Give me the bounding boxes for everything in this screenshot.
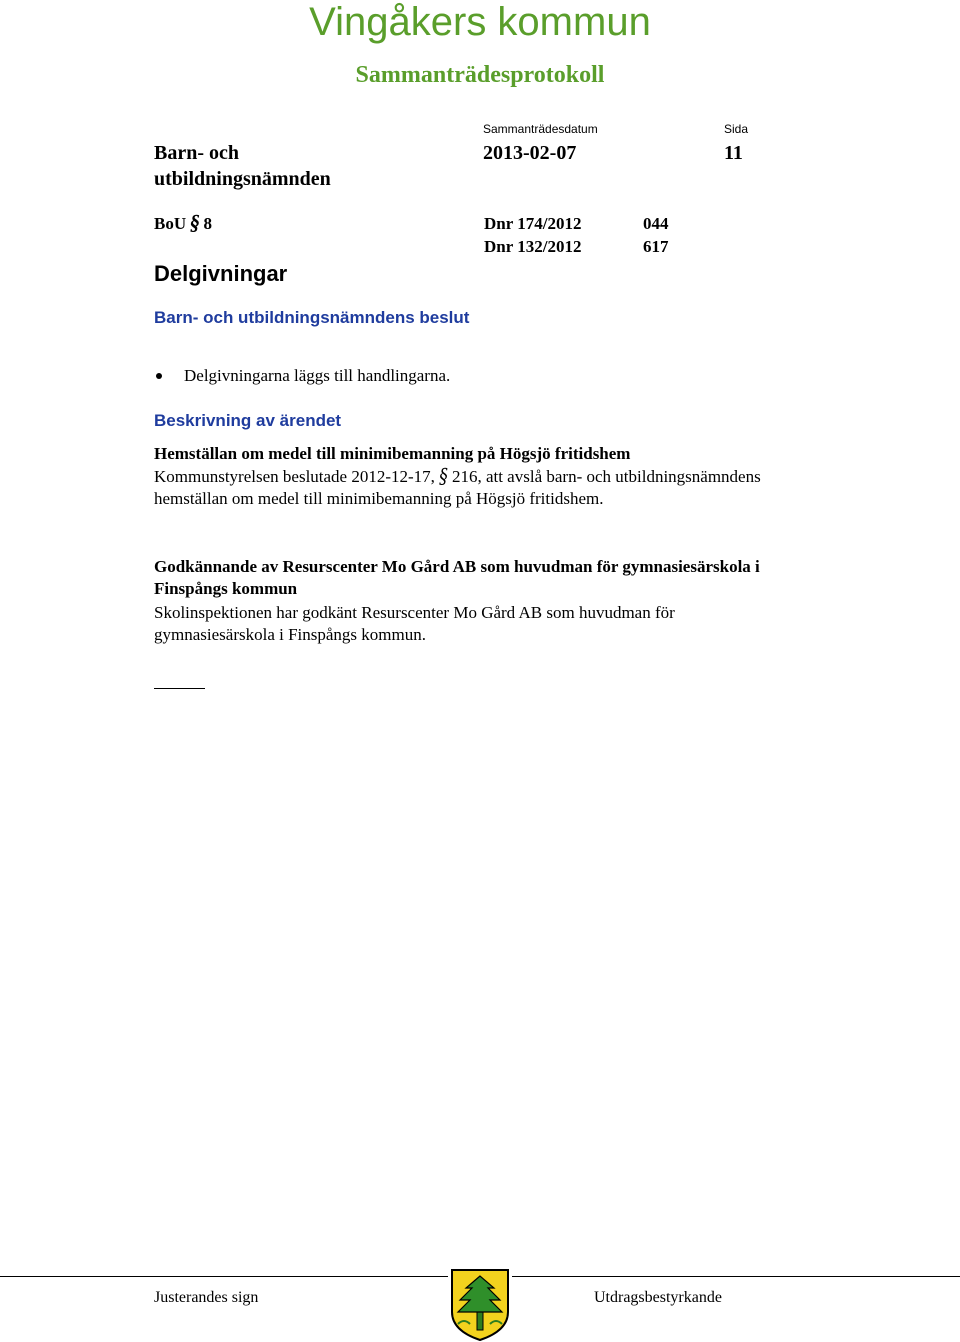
dnr-code-1: 044 <box>643 214 669 233</box>
document-type: Sammanträdesprotokoll <box>355 62 605 88</box>
signature-label: Justerandes sign <box>154 1289 259 1306</box>
section-sign: § <box>190 212 200 236</box>
page-label: Sida <box>724 122 749 136</box>
committee-name <box>154 140 454 192</box>
decision-heading: Barn- och utbildningsnämndens beslut <box>154 308 470 327</box>
dnr-label-2: Dnr 132/2012 <box>484 237 582 256</box>
item-1-section-sign: § <box>439 465 448 489</box>
dnr-label-1: Dnr 174/2012 <box>484 214 582 233</box>
case-title: Delgivningar <box>154 261 288 286</box>
item-1-text-after: 216, att avslå barn- och utbildningsnämndens hemställan om medel till minimibemanning på Högsjö fritidshem. <box>154 467 761 508</box>
item-1-title: Hemställan om medel till minimibemanning på Högsjö fritidshem <box>154 444 631 463</box>
end-marker-line <box>154 688 205 689</box>
meeting-date-label: Sammanträdesdatum <box>483 122 598 136</box>
committee-name-line1: Barn- och <box>154 142 239 164</box>
item-2-text: Skolinspektionen har godkänt Resurscenter Mo Gård AB som huvudman för gymnasiesärskola i Finspångs kommun. <box>154 603 675 644</box>
coat-of-arms-icon <box>448 1266 512 1342</box>
dnr-code-2: 617 <box>643 237 669 256</box>
section-prefix: BoU <box>154 214 187 233</box>
decision-item: Delgivningarna läggs till handlingarna. <box>184 366 451 385</box>
committee-name-line2: utbildningsnämnden <box>154 168 331 190</box>
item-1-text <box>154 466 774 510</box>
description-heading: Beskrivning av ärendet <box>154 411 342 430</box>
organization-name: Vingåkers kommun <box>309 0 651 44</box>
certification-label: Utdragsbestyrkande <box>594 1289 722 1306</box>
section-reference <box>154 214 212 234</box>
item-2-title: Godkännande av Resurscenter Mo Gård AB som huvudman för gymnasiesärskola i Finspångs kommun <box>154 557 760 598</box>
bullet-icon <box>156 373 162 379</box>
meeting-date: 2013-02-07 <box>483 142 577 164</box>
page-number: 11 <box>724 142 743 164</box>
section-number: 8 <box>203 214 213 233</box>
item-1-text-before: Kommunstyrelsen beslutade 2012-12-17, <box>154 467 435 486</box>
